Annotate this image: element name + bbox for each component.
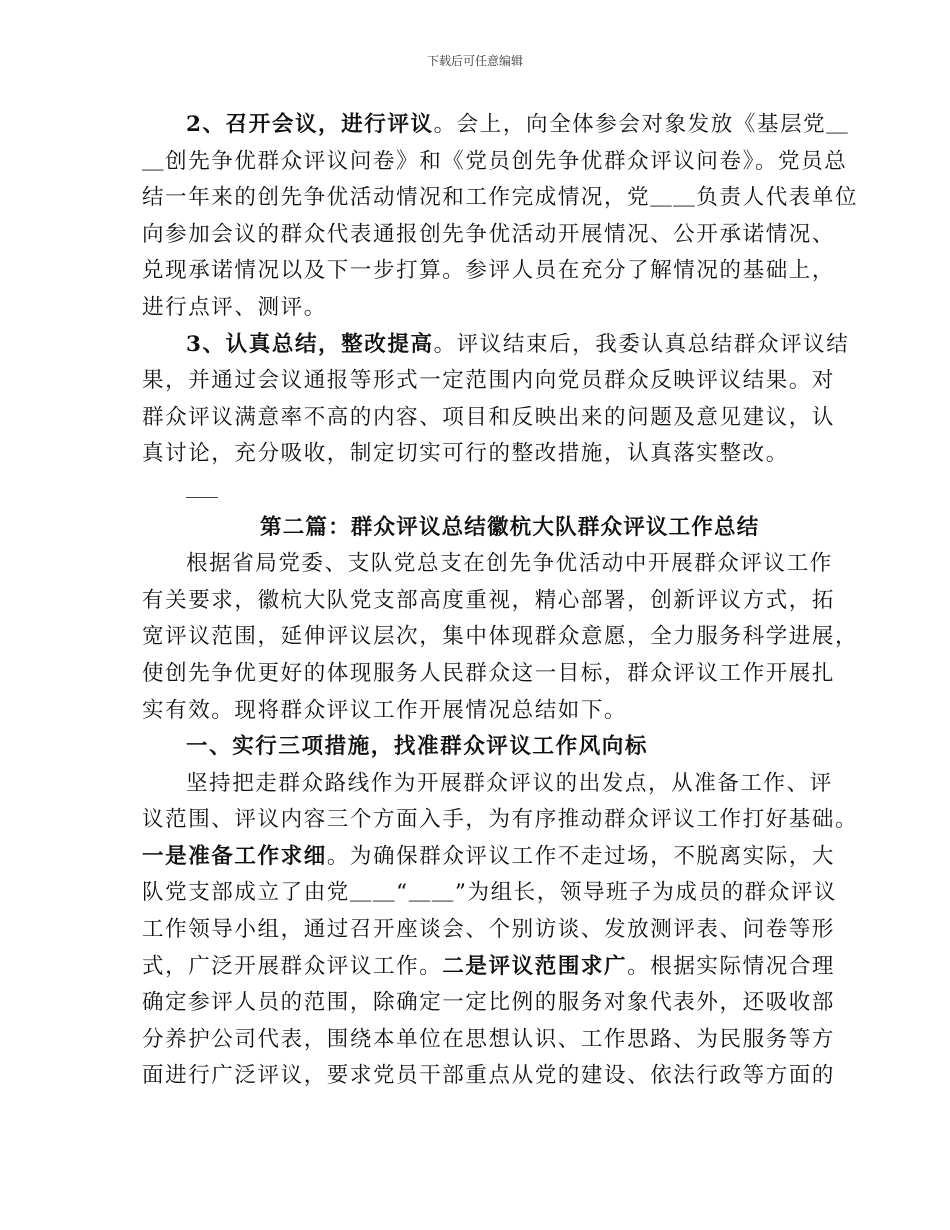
separator [142, 473, 822, 510]
paragraph-line: 确定参评人员的范围，除确定一定比例的服务对象代表外，还吸收部 [142, 990, 836, 1016]
paragraph-text: 。根据实际情况合理 [627, 953, 836, 979]
paragraph-line: 根据省局党委、支队党总支在创先争优活动中开展群众评议工作 [186, 551, 833, 577]
document-body [142, 107, 859, 1095]
paragraph-line: 议范围、评议内容三个方面入手，为有序推动群众评议工作打好基础。 [142, 807, 859, 833]
paragraph-line [142, 949, 836, 986]
paragraph-line: 向参加会议的群众代表通报创先争优活动开展情况、公开承诺情况、 [142, 221, 836, 247]
paragraph-line: 有关要求，徽杭大队党支部高度重视，精心部署，创新评议方式，拓 [142, 587, 836, 613]
paragraph-line: 兑现承诺情况以及下一步打算。参评人员在充分了解情况的基础上， [142, 258, 836, 284]
paragraph-text: 。为确保群众评议工作不走过场，不脱离实际，大 [326, 843, 836, 869]
paragraph-line: 进行点评、测评。 [142, 294, 327, 320]
paragraph-line [142, 107, 850, 144]
paragraph-line: 使创先争优更好的体现服务人民群众这一目标，群众评议工作开展扎 [142, 660, 836, 686]
paragraph-line: 工作领导小组，通过召开座谈会、个别访谈、发放测评表、问卷等形 [142, 917, 836, 943]
paragraph-line [142, 839, 836, 876]
paragraph-line: 面进行广泛评议，要求党员干部重点从党的建设、依法行政等方面的 [142, 1063, 836, 1089]
paragraph-line: 结一年来的创先争优活动情况和工作完成情况，党＿＿负责人代表单位 [142, 185, 859, 211]
paragraph-line: 真讨论，充分吸收，制定切实可行的整改措施，认真落实整改。 [142, 441, 789, 467]
bold-lead: 一是准备工作求细 [142, 843, 327, 869]
paragraph-text: 式，广泛开展群众评议工作。 [142, 953, 443, 979]
paragraph-line: 果，并通过会议通报等形式一定范围内向党员群众反映评议结果。对 [142, 368, 836, 394]
bold-lead: 二是评议范围求广 [442, 953, 628, 979]
paragraph-line: 宽评议范围，延伸评议层次，集中体现群众意愿，全力服务科学进展， [142, 624, 859, 650]
paragraph-line: 分养护公司代表，围绕本单位在思想认识、工作思路、为民服务等方 [142, 1026, 836, 1052]
paragraph-line [142, 327, 850, 364]
page-header: 下载后可任意编辑 [426, 54, 523, 68]
paragraph-text: 。会上，向全体参会对象发放《基层党＿ [433, 112, 850, 137]
separator-rule [186, 497, 218, 498]
paragraph-text: 。评议结束后，我委认真总结群众评议结 [433, 331, 850, 357]
subheading: 一、实行三项措施，找准群众评议工作风向标 [186, 734, 649, 760]
bold-lead: 3、认真总结，整改提高 [186, 331, 434, 357]
paragraph-line: 实有效。现将群众评议工作开展情况总结如下。 [142, 697, 628, 723]
paragraph-line: 队党支部成立了由党＿＿“＿＿”为组长，领导班子为成员的群众评议 [142, 880, 838, 906]
section-title: 第二篇：群众评议总结徽杭大队群众评议工作总结 [260, 514, 760, 540]
paragraph-line: ＿创先争优群众评议问卷》和《党员创先争优群众评议问卷》。党员总 [142, 148, 848, 174]
paragraph-line: 坚持把走群众路线作为开展群众评议的出发点，从准备工作、评 [186, 770, 833, 796]
paragraph-line: 群众评议满意率不高的内容、项目和反映出来的问题及意见建议，认 [142, 404, 836, 430]
bold-lead: 2、召开会议，进行评议 [186, 112, 434, 137]
